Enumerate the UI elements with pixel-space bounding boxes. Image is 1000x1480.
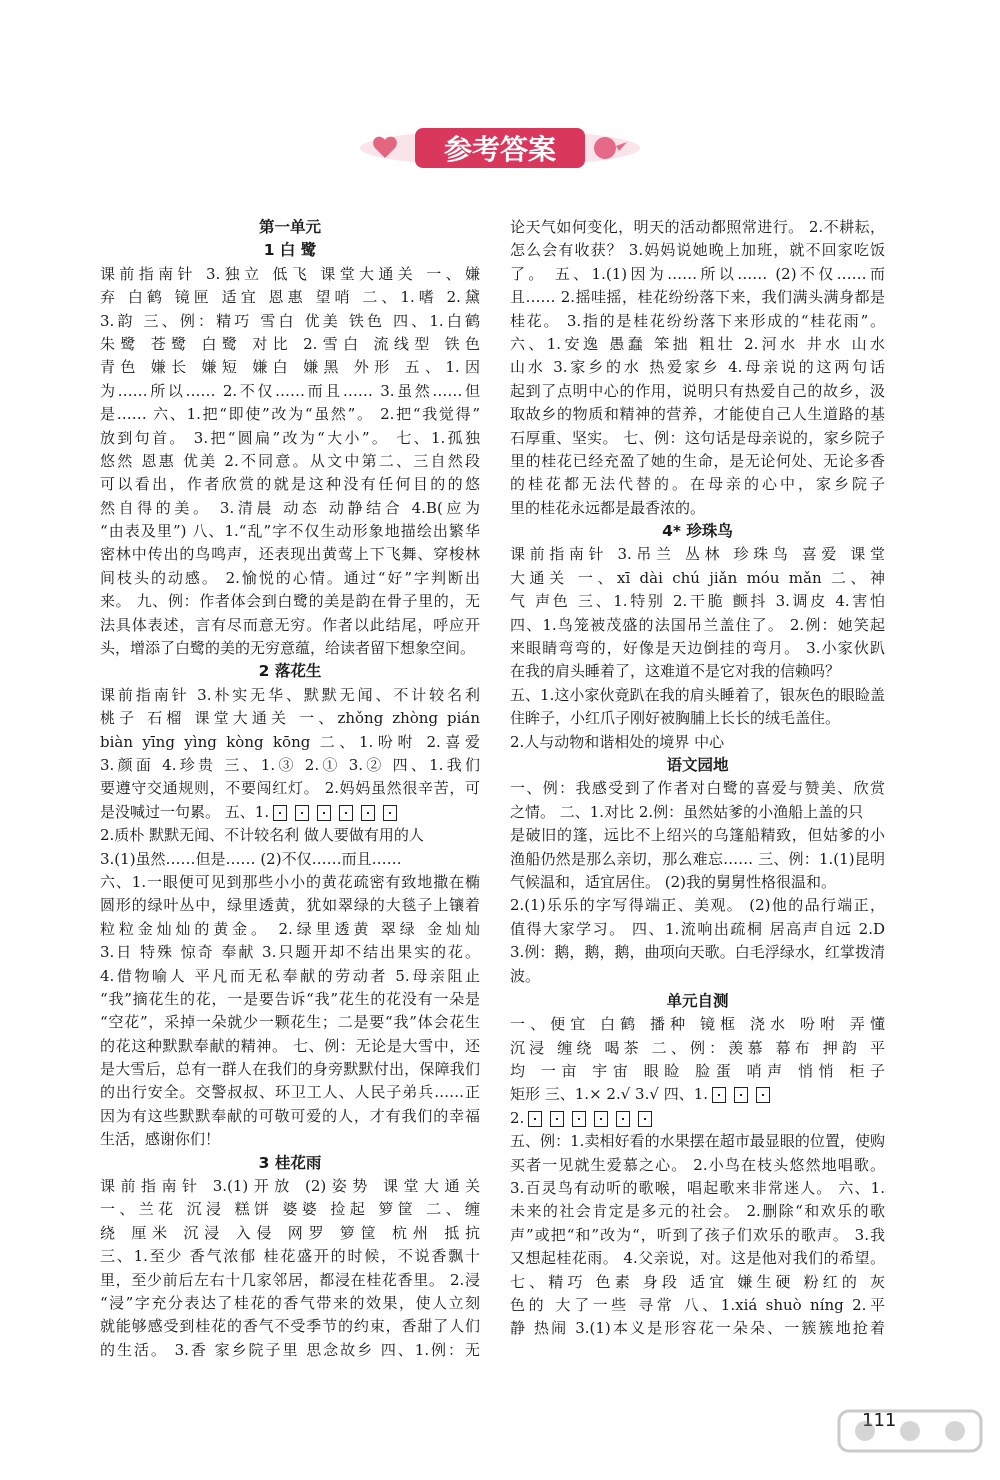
answer-line (100, 707, 480, 730)
stroke-order-boxes (273, 805, 397, 821)
answer-line (100, 1245, 480, 1268)
answer-line (100, 1105, 480, 1128)
answer-line (510, 1177, 885, 1200)
answer-line (510, 848, 885, 871)
answer-line (510, 1294, 885, 1317)
answer-line (100, 614, 480, 637)
answer-text: 起到了点明中心的作用，说明只有热爱自己的故乡，汲 (510, 381, 885, 400)
answer-line (100, 1175, 480, 1198)
answer-line (510, 1060, 885, 1083)
answer-line (100, 988, 480, 1011)
answer-line (100, 1292, 480, 1315)
answer-text: 密林中传出的鸟鸣声，还表现出黄莺上下飞舞、穿梭林 (100, 545, 480, 564)
answer-text: 弃 白鹤 镜匣 适宜 恩惠 望哨 二、1.嗜 2.黛 (100, 288, 480, 307)
answer-text: 在我的肩头睡着了，这难道不是它对我的信赖吗？ (510, 662, 841, 681)
answer-line (100, 801, 480, 824)
answer-text: 六、1.一眼便可见到那些小小的黄花疏密有致地撒在椭 (100, 872, 480, 891)
right-answer-column (510, 216, 885, 1341)
answer-line (100, 848, 480, 871)
section-heading (510, 520, 885, 543)
answer-line (100, 590, 480, 613)
answer-line (100, 380, 480, 403)
section-heading (510, 990, 885, 1013)
stroke-box (273, 805, 287, 821)
answer-line (510, 965, 885, 988)
answer-line (510, 941, 885, 964)
answer-text: 买者一见就生爱慕之心。 2.小鸟在枝头悠然地唱歌。 (510, 1155, 885, 1174)
answer-text: 是没喊过一句累。 五、1. (100, 802, 270, 821)
answer-text: 渔船仍然是那么亲切，那么难忘…… 三、例：1.(1)昆明 (510, 849, 885, 868)
answer-text: 住眸子，小红爪子刚好被胸脯上长长的绒毛盖住。 (510, 709, 841, 728)
answer-text: 2.人与动物和谐相处的境界 中心 (510, 732, 725, 751)
answer-text: “浸”字充分表达了桂花的香气带来的效果，使人立刻 (100, 1293, 480, 1312)
answer-line (510, 497, 885, 520)
answer-line (510, 450, 885, 473)
answer-text: 来。 九、例：作者体会到白鹭的美是韵在骨子里的，无 (100, 592, 480, 611)
answer-line (100, 777, 480, 800)
page-number: 111 (862, 1410, 897, 1431)
stroke-box (638, 1111, 652, 1127)
section-heading (100, 660, 480, 683)
answer-text: 石厚重、坚实。 七、例：这句话是母亲说的，家乡院子 (510, 428, 885, 447)
answer-line (510, 567, 885, 590)
answer-text: 3.(1)虽然……但是…… (2)不仅……而且…… (100, 849, 402, 868)
answer-line (100, 567, 480, 590)
answer-line (100, 1339, 480, 1362)
answer-text: 3.例：鹅，鹅，鹅，曲项向天歌。白毛浮绿水，红掌拨清 (510, 943, 885, 962)
answer-line (100, 1058, 480, 1081)
answer-line (510, 286, 885, 309)
stroke-box (528, 1111, 542, 1127)
answer-text: 一、兰花 沉浸 糕饼 婆婆 捡起 箩筐 二、缠 (100, 1200, 480, 1219)
answer-text: 矩形 三、1.× 2.√ 3.√ 四、1. (510, 1085, 709, 1104)
answer-text: 头，增添了白鹭的美的无穷意蕴，给读者留下想象空间。 (100, 639, 476, 658)
answer-text: 声”或把“和”改为“，听到了孩子们欢乐的歌声。 3.我 (510, 1225, 885, 1244)
answer-text: 就能够感受到桂花的香气不受季节的约束，香甜了人们 (100, 1317, 480, 1336)
answer-line (100, 473, 480, 496)
answer-line (100, 403, 480, 426)
answer-line (510, 263, 885, 286)
answer-text: 且…… 2.摇哇摇，桂花纷纷落下来，我们满头满身都是 (510, 288, 885, 307)
answer-text: 是大雪后，总有一群人在我们的身旁默默付出，保障我们 (100, 1060, 480, 1079)
stroke-box (550, 1111, 564, 1127)
answer-line (510, 614, 885, 637)
answer-text: 课前指南针 3.(1)开放 (2)姿势 课堂大通关 (100, 1177, 480, 1196)
answer-line (510, 1154, 885, 1177)
answer-text: 值得大家学习。 四、1.流响出疏桐 居高声自远 2.D (510, 919, 885, 938)
answer-line (100, 965, 480, 988)
answer-text: 1 白 鹭 (263, 241, 317, 260)
answer-key-banner (355, 118, 645, 178)
answer-line (100, 871, 480, 894)
answer-text: 3 桂花雨 (258, 1153, 322, 1172)
answer-line (510, 380, 885, 403)
answer-text: 语文园地 (666, 755, 729, 774)
answer-line (100, 543, 480, 566)
stroke-box (712, 1087, 726, 1103)
answer-line (100, 263, 480, 286)
answer-line (510, 871, 885, 894)
answer-text: 放到句首。 3.把“圆扁”改为“大小”。 七、1.孤独 (100, 428, 480, 447)
answer-line (510, 894, 885, 917)
answer-text: 3.颜面 4.珍贵 三、1.③ 2.① 3.② 四、1.我们 (100, 755, 480, 774)
answer-text: 七、精巧 色素 身段 适宜 嫌生硬 粉红的 灰 (510, 1272, 885, 1291)
answer-line (100, 684, 480, 707)
answer-text: 3.百灵鸟有动听的歌喉，唱起歌来非常迷人。 六、1. (510, 1179, 885, 1198)
answer-line (510, 660, 885, 683)
stroke-box (616, 1111, 630, 1127)
answer-text: 青色 嫌长 嫌短 嫌白 嫌黑 外形 五、1.因 (100, 358, 480, 377)
bird-icon (594, 137, 616, 159)
answer-text: 大通关 一、xī dài chú jiǎn móu mǎn 二、神 (510, 568, 885, 587)
answer-text: 为……所以…… 2.不仅……而且…… 3.虽然……但 (100, 381, 480, 400)
answer-text: 均 一亩 宇宙 眼睑 脸蛋 哨声 悄悄 柜子 (510, 1062, 885, 1081)
answer-text: 的桂花都无法代替的。在母亲的心中，家乡院子 (510, 475, 885, 494)
answer-line (100, 1222, 480, 1245)
answer-text: 绕 厘米 沉浸 入侵 网罗 箩筐 杭州 抵抗 (100, 1223, 480, 1242)
answer-line (510, 1317, 885, 1340)
answer-line (510, 707, 885, 730)
answer-line (510, 1083, 885, 1106)
answer-line (510, 1271, 885, 1294)
answer-text: 论天气如何变化，明天的活动都照常进行。 2.不耕耘， (510, 218, 885, 236)
answer-line (510, 731, 885, 754)
answer-line (100, 754, 480, 777)
answer-text: 是…… 六、1.把“即使”改为“虽然”。 2.把“我觉得” (100, 405, 480, 424)
answer-line (100, 637, 480, 660)
answer-text: 法具体表述，言有尽而意无穷。作者以此结尾，呼应开 (100, 615, 480, 634)
answer-text: 里的桂花永远都是最香浓的。 (510, 498, 706, 517)
banner-title: 参考答案 (443, 133, 557, 166)
answer-text: 未来的社会肯定是多元的社会。 2.删除“和欢乐的歌 (510, 1202, 885, 1221)
answer-line (510, 333, 885, 356)
stroke-box (361, 805, 375, 821)
answer-line (510, 637, 885, 660)
answer-line (510, 1224, 885, 1247)
stroke-box (339, 805, 353, 821)
section-heading (100, 1152, 480, 1175)
answer-text: 朱鹭 苍鹭 白鹭 对比 2.雪白 流线型 铁色 (100, 334, 480, 353)
answer-text: 气 声色 三、1.特别 2.干脆 颤抖 3.调皮 4.害怕 (510, 592, 885, 611)
answer-text: 因为有这些默默奉献的可敬可爱的人，才有我们的幸福 (100, 1106, 480, 1125)
answer-text: 2.质朴 默默无闻、不计较名利 做人要做有用的人 (100, 826, 424, 845)
answer-text: 一、便宜 白鹤 播种 镜框 浇水 吩咐 弄懂 (510, 1015, 885, 1034)
stroke-box (295, 805, 309, 821)
answer-text: 3.日 特殊 惊奇 奉献 3.只题开却不结出果实的花。 (100, 943, 480, 962)
answer-text: 圆形的绿叶丛中，绿里透黄，犹如翠绿的大毯子上镶着 (100, 896, 480, 915)
answer-text: 怎么会有收获？ 3.妈妈说她晚上加班，就不回家吃饭 (510, 241, 885, 260)
answer-line (100, 894, 480, 917)
answer-line (510, 473, 885, 496)
answer-line (100, 1198, 480, 1221)
answer-line (510, 239, 885, 262)
answer-text: 气候温和，适宜居住。 (2)我的舅舅性格很温和。 (510, 872, 837, 891)
left-answer-column (100, 216, 480, 1362)
answer-line (510, 356, 885, 379)
answer-line (510, 684, 885, 707)
answer-line (510, 918, 885, 941)
answer-line (100, 1081, 480, 1104)
answer-line (510, 1200, 885, 1223)
answer-line (510, 216, 885, 239)
answer-text: 桂花。 3.指的是桂花纷纷落下来形成的“桂花雨”。 (510, 311, 885, 330)
answer-line (100, 286, 480, 309)
answer-line (100, 450, 480, 473)
answer-text: 2.(1)乐乐的字写得端正、美观。 (2)他的品行端正， (510, 896, 885, 915)
answer-line (510, 427, 885, 450)
answer-text: 第一单元 (258, 218, 321, 236)
answer-text: 色的 大了一些 寻常 八、1.xiá shuò níng 2.平 (510, 1295, 885, 1314)
answer-line (100, 356, 480, 379)
watermark-logo (835, 1405, 985, 1475)
section-heading (100, 239, 480, 262)
answer-line (100, 1128, 480, 1151)
answer-line (100, 731, 480, 754)
answer-line (510, 1107, 885, 1130)
answer-line (100, 310, 480, 333)
answer-text: 取故乡的物质和精神的营养，才能使自己人生道路的基 (510, 405, 885, 424)
answer-text: 一、例：我感受到了作者对白鹭的喜爱与赞美、欣赏 (510, 779, 885, 798)
answer-line (510, 777, 885, 800)
answer-text: 静 热闹 3.(1)本义是形容花一朵朵、一簇簇地抢着 (510, 1319, 885, 1338)
answer-line (510, 801, 885, 824)
answer-text: 三、1.至少 香气浓郁 桂花盛开的时候，不说香飘十 (100, 1247, 480, 1266)
answer-text: 之情。 二、1.对比 2.例：虽然姑爹的小渔船上盖的只 (510, 802, 864, 821)
answer-line (100, 1315, 480, 1338)
answer-text: 波。 (510, 966, 541, 985)
answer-text: 沉浸 缠绕 喝茶 二、例：羡慕 幕布 押韵 平 (510, 1038, 885, 1057)
answer-line (100, 1011, 480, 1034)
stroke-order-boxes (528, 1111, 652, 1127)
answer-text: 4.借物喻人 平凡而无私奉献的劳动者 5.母亲阻止 (100, 966, 480, 985)
section-heading (100, 216, 480, 239)
answer-text: 里，至少前后左右十几家邻居，都浸在桂花香里。 2.浸 (100, 1270, 480, 1289)
answer-line (100, 497, 480, 520)
answer-text: 的生活。 3.香 家乡院子里 思念故乡 四、1.例：无 (100, 1340, 480, 1359)
answer-text: 了。 五、1.(1)因为……所以…… (2)不仅……而 (510, 264, 885, 283)
stroke-box (572, 1111, 586, 1127)
answer-line (100, 520, 480, 543)
answer-text: 可以看出，作者欣赏的就是这种没有任何目的的悠 (100, 475, 480, 494)
answer-line (510, 1037, 885, 1060)
answer-line (510, 590, 885, 613)
section-heading (510, 754, 885, 777)
answer-line (100, 824, 480, 847)
answer-text: “由表及里”) 八、1.“乱”字不仅生动形象地描绘出繁华 (100, 522, 480, 541)
answer-text: biàn yīng yìng kòng kōng 二、1.吩咐 2.喜爱 (100, 732, 480, 751)
answer-line (100, 941, 480, 964)
answer-text: 2. (510, 1108, 525, 1127)
stroke-box (383, 805, 397, 821)
answer-text: 要遵守交通规则，不要闯红灯。 2.妈妈虽然很辛苦，可 (100, 779, 480, 798)
answer-line (100, 427, 480, 450)
answer-text: 来眼睛弯弯的，好像是天边倒挂的弯月。 3.小家伙趴 (510, 639, 885, 658)
answer-line (510, 824, 885, 847)
answer-text: 4* 珍珠鸟 (662, 522, 733, 541)
answer-text: 生活，感谢你们！ (100, 1130, 221, 1149)
answer-text: 粒粒金灿灿的黄金。 2.绿里透黄 翠绿 金灿灿 (100, 919, 480, 938)
stroke-box (317, 805, 331, 821)
answer-text: “空花”，采掉一朵就少一颗花生；二是要“我”体会花生 (100, 1013, 480, 1032)
answer-text: 悠然 恩惠 优美 2.不同意。从文中第二、三自然段 (100, 451, 480, 470)
answer-text: 桃子 石榴 课堂大通关 一、zhǒng zhòng pián (100, 709, 480, 728)
answer-line (510, 310, 885, 333)
answer-text: 3.韵 三、例：精巧 雪白 优美 铁色 四、1.白鹤 (100, 311, 480, 330)
stroke-box (734, 1087, 748, 1103)
stroke-order-boxes (712, 1087, 770, 1103)
banner-graphic (355, 118, 645, 178)
answer-line (100, 1269, 480, 1292)
answer-text: 的花这种默默奉献的精神。 七、例：无论是大雪中，还 (100, 1036, 480, 1055)
answer-text: 又想起桂花雨。 4.父亲说，对。这是他对我们的希望。 (510, 1249, 885, 1268)
stroke-box (594, 1111, 608, 1127)
answer-text: 然自得的美。 3.清晨 动态 动静结合 4.B(应为 (100, 498, 480, 517)
answer-text: 是破旧的篷，远比不上绍兴的乌篷船精致，但姑爹的小 (510, 826, 885, 845)
answer-line (510, 1130, 885, 1153)
answer-text: 四、1.鸟笼被茂盛的法国吊兰盖住了。 2.例：她笑起 (510, 615, 885, 634)
answer-line (510, 403, 885, 426)
answer-text: 山水 3.家乡的水 热爱家乡 4.母亲说的这两句话 (510, 358, 885, 377)
answer-line (510, 1013, 885, 1036)
stroke-box (756, 1087, 770, 1103)
answer-text: 课前指南针 3.吊兰 丛林 珍珠鸟 喜爱 课堂 (510, 545, 885, 564)
answer-text: 2 落花生 (258, 662, 322, 681)
answer-line (510, 543, 885, 566)
answer-line (100, 1035, 480, 1058)
answer-text: 里的桂花已经充盈了她的生命，是无论何处、无论多香 (510, 451, 885, 470)
answer-text: 的出行安全。交警叔叔、环卫工人、人民子弟兵……正 (100, 1083, 480, 1102)
answer-text: “我”摘花生的花，一是要告诉“我”花生的花没有一朵是 (100, 989, 480, 1008)
answer-line (100, 918, 480, 941)
answer-line (100, 333, 480, 356)
answer-text: 课前指南针 3.朴实无华、默默无闻、不计较名利 (100, 685, 480, 704)
answer-text: 五、1.这小家伙竟趴在我的肩头睡着了，银灰色的眼睑盖 (510, 685, 885, 704)
answer-text: 课前指南针 3.独立 低飞 课堂大通关 一、嫌 (100, 264, 480, 283)
answer-text: 单元自测 (666, 991, 729, 1010)
answer-line (510, 1247, 885, 1270)
answer-text: 间枝头的动感。 2.愉悦的心情。通过“好”字判断出 (100, 568, 480, 587)
answer-text: 五、例：1.卖相好看的水果摆在超市最显眼的位置，使购 (510, 1132, 885, 1151)
answer-text: 六、1.安逸 愚蠢 笨拙 粗壮 2.河水 井水 山水 (510, 334, 885, 353)
